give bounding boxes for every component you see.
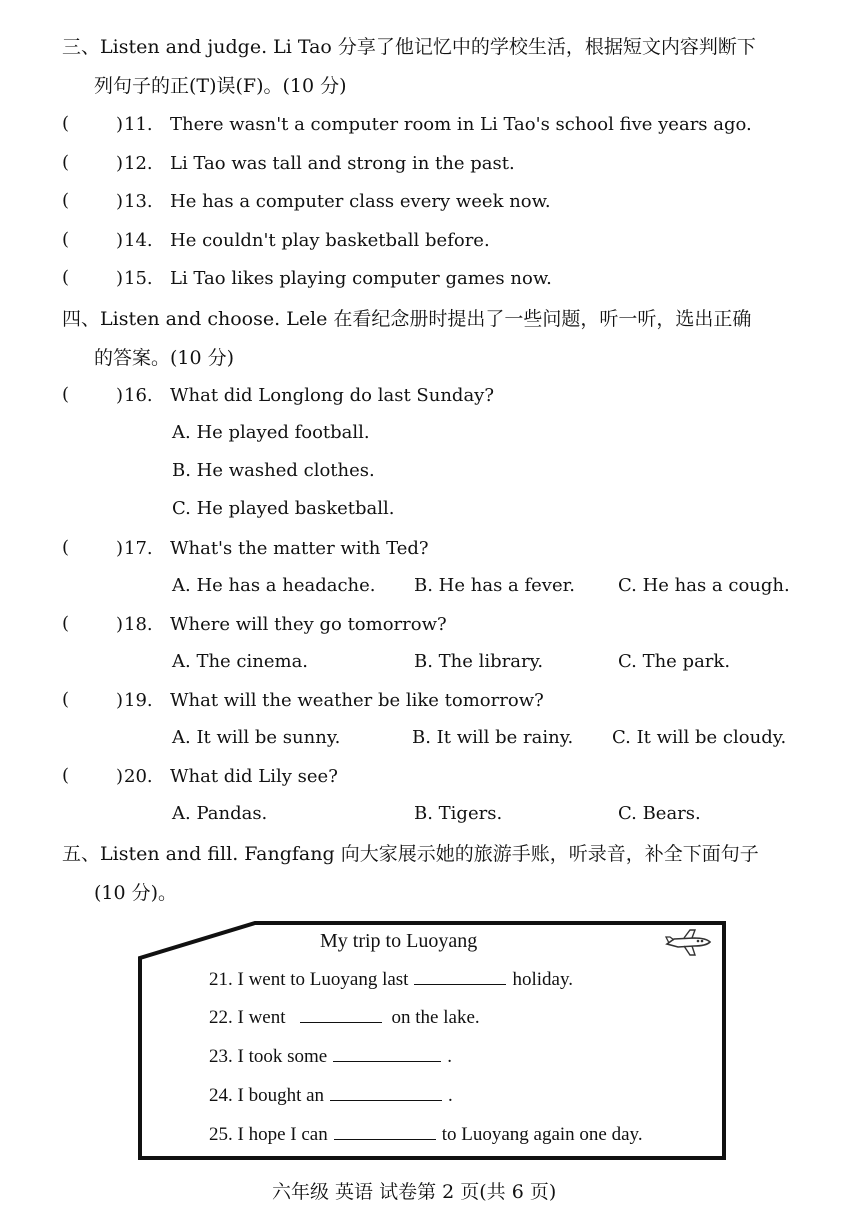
question-text: He couldn't play basketball before. bbox=[170, 230, 490, 251]
answer-paren-open[interactable]: ( bbox=[62, 152, 70, 173]
fill-text: 22. I went bbox=[209, 1007, 286, 1028]
section-4-heading-line2: 的答案。(10 分) bbox=[94, 347, 235, 369]
question-number: 17. bbox=[124, 538, 153, 559]
question-text: There wasn't a computer room in Li Tao's school five years ago. bbox=[170, 114, 752, 135]
answer-paren-open[interactable]: ( bbox=[62, 190, 70, 211]
option-c[interactable]: C. He has a cough. bbox=[618, 575, 790, 596]
answer-paren-close: ) bbox=[116, 690, 124, 711]
fill-text: 23. I took some bbox=[209, 1046, 328, 1067]
fill-21 bbox=[209, 968, 573, 991]
option-c[interactable]: C. The park. bbox=[618, 651, 731, 672]
question-text: What will the weather be like tomorrow? bbox=[170, 690, 544, 711]
option-a[interactable]: A. He played football. bbox=[172, 422, 370, 443]
question-text: He has a computer class every week now. bbox=[170, 191, 551, 212]
section-3-heading-line2: 列句子的正(T)误(F)。(10 分) bbox=[94, 75, 347, 97]
answer-paren-close: ) bbox=[116, 385, 124, 406]
answer-paren-close: ) bbox=[116, 191, 124, 212]
answer-paren-open[interactable]: ( bbox=[62, 229, 70, 250]
answer-paren-open[interactable]: ( bbox=[62, 765, 70, 786]
option-a[interactable]: A. It will be sunny. bbox=[172, 727, 341, 748]
answer-paren-open[interactable]: ( bbox=[62, 689, 70, 710]
question-number: 16. bbox=[124, 385, 153, 406]
fill-text: . bbox=[448, 1085, 453, 1106]
answer-paren-open[interactable]: ( bbox=[62, 613, 70, 634]
answer-paren-open[interactable]: ( bbox=[62, 267, 70, 288]
question-number: 14. bbox=[124, 230, 153, 251]
section-5-heading-line1: 五、Listen and fill. Fangfang 向大家展示她的旅游手账，听录音，补全下面句子 bbox=[62, 843, 759, 865]
fill-24 bbox=[209, 1084, 453, 1107]
fill-text: 25. I hope I can bbox=[209, 1124, 328, 1145]
fill-text: on the lake. bbox=[391, 1007, 480, 1028]
question-number: 12. bbox=[124, 153, 153, 174]
fill-25 bbox=[209, 1123, 643, 1146]
option-a[interactable]: A. Pandas. bbox=[172, 803, 268, 824]
question-number: 15. bbox=[124, 268, 153, 289]
option-b[interactable]: B. It will be rainy. bbox=[412, 727, 574, 748]
option-a[interactable]: A. He has a headache. bbox=[172, 575, 376, 596]
question-number: 20. bbox=[124, 766, 153, 787]
blank-21[interactable] bbox=[414, 968, 506, 985]
answer-paren-open[interactable]: ( bbox=[62, 113, 70, 134]
fill-text: holiday. bbox=[512, 969, 573, 990]
blank-25[interactable] bbox=[334, 1123, 436, 1140]
option-b[interactable]: B. The library. bbox=[414, 651, 544, 672]
option-c[interactable]: C. He played basketball. bbox=[172, 498, 395, 519]
fill-22 bbox=[209, 1006, 480, 1029]
journal-title: My trip to Luoyang bbox=[320, 930, 478, 952]
blank-23[interactable] bbox=[333, 1045, 441, 1062]
question-text: Li Tao was tall and strong in the past. bbox=[170, 153, 515, 174]
fill-text: . bbox=[447, 1046, 452, 1067]
blank-24[interactable] bbox=[330, 1084, 442, 1101]
question-number: 19. bbox=[124, 690, 153, 711]
answer-paren-close: ) bbox=[116, 114, 124, 135]
section-4-heading-line1: 四、Listen and choose. Lele 在看纪念册时提出了一些问题，听一听，选出正确 bbox=[62, 308, 752, 330]
option-b[interactable]: B. He has a fever. bbox=[414, 575, 575, 596]
answer-paren-close: ) bbox=[116, 614, 124, 635]
question-text: What's the matter with Ted? bbox=[170, 538, 429, 559]
answer-paren-close: ) bbox=[116, 230, 124, 251]
answer-paren-close: ) bbox=[116, 538, 124, 559]
answer-paren-open[interactable]: ( bbox=[62, 537, 70, 558]
answer-paren-close: ) bbox=[116, 766, 124, 787]
option-b[interactable]: B. Tigers. bbox=[414, 803, 503, 824]
answer-paren-open[interactable]: ( bbox=[62, 384, 70, 405]
question-number: 18. bbox=[124, 614, 153, 635]
section-5-heading-line2: (10 分)。 bbox=[94, 882, 178, 904]
option-b[interactable]: B. He washed clothes. bbox=[172, 460, 375, 481]
option-a[interactable]: A. The cinema. bbox=[172, 651, 309, 672]
fill-23 bbox=[209, 1045, 452, 1068]
question-number: 11. bbox=[124, 114, 153, 135]
section-3-heading-line1: 三、Listen and judge. Li Tao 分享了他记忆中的学校生活，根据短文内容判断下 bbox=[62, 36, 756, 58]
option-c[interactable]: C. It will be cloudy. bbox=[612, 727, 787, 748]
answer-paren-close: ) bbox=[116, 268, 124, 289]
page-footer: 六年级 英语 试卷第 2 页(共 6 页) bbox=[272, 1181, 557, 1203]
answer-paren-close: ) bbox=[116, 153, 124, 174]
question-text: Li Tao likes playing computer games now. bbox=[170, 268, 552, 289]
option-c[interactable]: C. Bears. bbox=[618, 803, 701, 824]
question-number: 13. bbox=[124, 191, 153, 212]
airplane-icon bbox=[664, 928, 714, 958]
fill-text: 24. I bought an bbox=[209, 1085, 325, 1106]
fill-text: to Luoyang again one day. bbox=[441, 1124, 643, 1145]
question-text: Where will they go tomorrow? bbox=[170, 614, 447, 635]
question-text: What did Lily see? bbox=[170, 766, 338, 787]
blank-22[interactable] bbox=[300, 1006, 382, 1023]
fill-text: 21. I went to Luoyang last bbox=[209, 969, 409, 990]
question-text: What did Longlong do last Sunday? bbox=[170, 385, 494, 406]
